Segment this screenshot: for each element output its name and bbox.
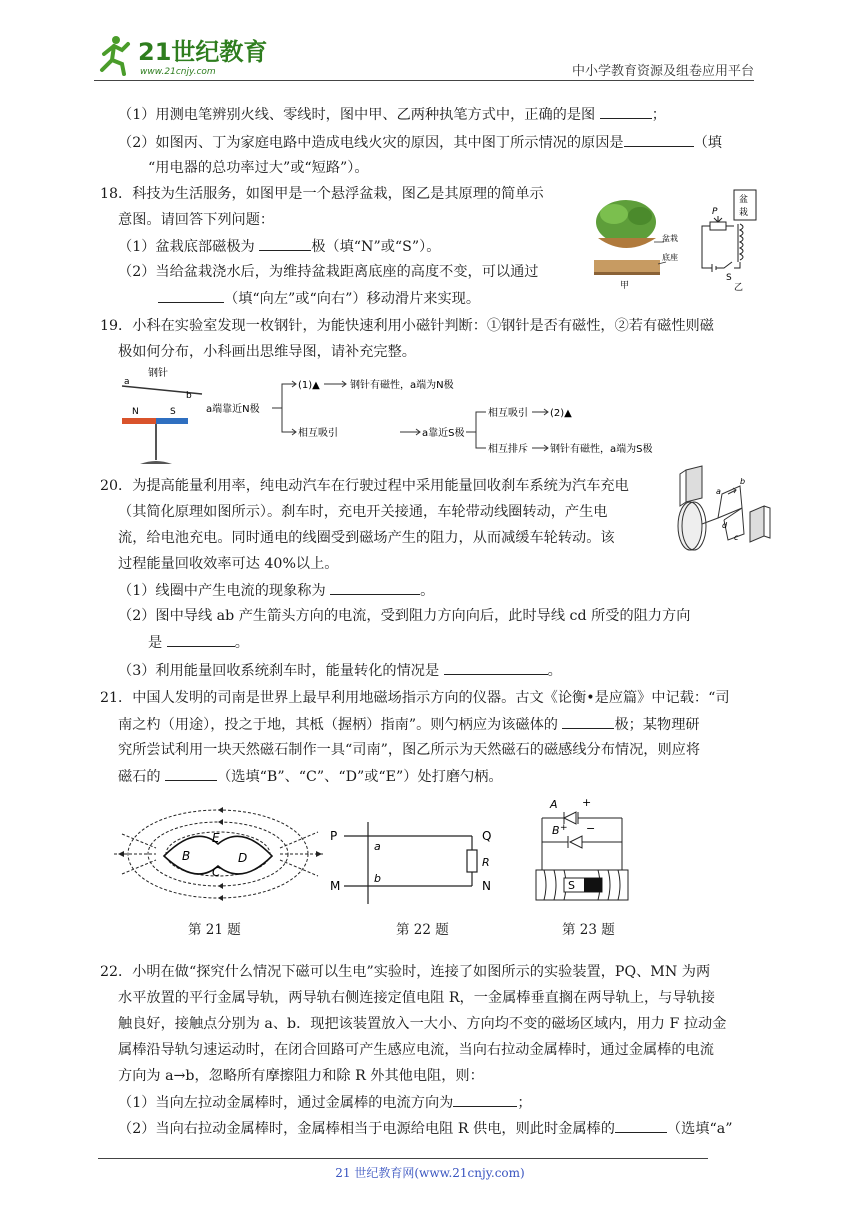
- q18-part2: （2）当给盆栽浇水后，为维持盆栽距离底座的高度不变，可以通过: [118, 264, 539, 280]
- q20-part3: （3）利用能量回收系统刹车时，能量转化的情况是 。: [118, 660, 562, 681]
- svg-text:C: C: [212, 865, 221, 879]
- q20-part1: （1）线圈中产生电流的现象称为 。: [118, 580, 434, 601]
- answer-blank[interactable]: [444, 660, 548, 675]
- answer-blank[interactable]: [158, 288, 224, 303]
- q19-stem-2: 极如何分布，小科画出思维导图，请补充完整。: [118, 344, 416, 360]
- q20-stem-2: （其简化原理如图所示）。刹车时，充电开关接通，车轮带动线圈转动，产生电: [118, 504, 608, 520]
- svg-text:+: +: [560, 823, 568, 833]
- floating-planter-photo: [584, 192, 680, 292]
- svg-text:钢针有磁性，a端为S极: 钢针有磁性，a端为S极: [550, 444, 653, 455]
- svg-text:N: N: [132, 407, 139, 417]
- svg-text:底座: 底座: [662, 253, 678, 262]
- svg-text:相互吸引: 相互吸引: [298, 428, 338, 439]
- q18-part1: （1）盆栽底部磁极为 极（填“N”或“S”）。: [118, 236, 440, 257]
- svg-text:S: S: [170, 407, 176, 417]
- fig23-diode-solenoid: [530, 790, 640, 910]
- answer-blank[interactable]: [562, 714, 614, 729]
- svg-text:+: +: [582, 796, 592, 809]
- svg-text:a: a: [374, 840, 381, 853]
- svg-text:b: b: [740, 477, 746, 486]
- svg-text:a: a: [716, 487, 721, 496]
- q18-part2-cont: （填“向左”或“向右”）移动滑片来实现。: [158, 288, 480, 309]
- svg-text:甲: 甲: [620, 281, 630, 291]
- svg-text:−: −: [586, 822, 596, 835]
- svg-text:(1)▲: (1)▲: [298, 380, 320, 391]
- answer-blank[interactable]: [330, 580, 420, 595]
- svg-text:B: B: [182, 849, 191, 863]
- q20-stem-4: 过程能量回收效率可达 40%以上。: [118, 556, 339, 572]
- svg-text:栽: 栽: [739, 208, 749, 218]
- q21-stem-4: 磁石的 （选填“B”、“C”、“D”或“E”）处打磨勺柄。: [118, 766, 503, 787]
- svg-text:E: E: [212, 831, 220, 845]
- svg-text:钢针有磁性，a端为N极: 钢针有磁性，a端为N极: [350, 380, 454, 391]
- fig23-caption: 第 23 题: [562, 922, 615, 938]
- svg-text:盆: 盆: [739, 195, 749, 205]
- regen-brake-diagram: [662, 464, 774, 556]
- svg-text:N: N: [482, 879, 491, 893]
- svg-text:S: S: [726, 273, 732, 283]
- q19-mind-map: [110, 364, 670, 468]
- answer-blank[interactable]: [167, 632, 235, 647]
- q22-stem-3: 触良好，接触点分别为 a、b．现把该装置放入一大小、方向均不变的磁场区域内，用力 F 拉动金: [118, 1016, 727, 1032]
- footer-divider: [98, 1158, 708, 1159]
- svg-text:钢针: 钢针: [148, 368, 168, 379]
- answer-blank[interactable]: [259, 236, 311, 251]
- fig21-caption: 第 21 题: [188, 922, 241, 938]
- q21-stem-1: 21．中国人发明的司南是世界上最早利用地磁场指示方向的仪器。古文《论衡•是应篇》中记载：“司: [100, 690, 730, 706]
- planter-circuit-diagram: [690, 188, 760, 292]
- q18-stem-1: 18．科技为生活服务，如图甲是一个悬浮盆栽，图乙是其原理的简单示: [100, 186, 544, 202]
- q22-part2: （2）当向右拉动金属棒时，金属棒相当于电源给电阻 R 供电，则此时金属棒的 （选填“a”: [118, 1118, 732, 1139]
- svg-text:a端靠近N极: a端靠近N极: [206, 404, 260, 415]
- q18-stem-2: 意图。请回答下列问题：: [118, 212, 275, 228]
- site-logo: [94, 30, 268, 78]
- svg-text:a: a: [124, 377, 130, 387]
- svg-text:A: A: [550, 798, 558, 811]
- fig22-caption: 第 22 题: [396, 922, 449, 938]
- header-divider: [94, 80, 754, 81]
- q22-stem-5: 方向为 a→b，忽略所有摩擦阻力和除 R 外其他电阻，则：: [118, 1068, 484, 1084]
- svg-text:(2)▲: (2)▲: [550, 408, 572, 419]
- q21-stem-3: 究所尝试利用一块天然磁石制作一具“司南”，图乙所示为天然磁石的磁感线分布情况，则应将: [118, 742, 701, 758]
- svg-text:P: P: [712, 207, 718, 217]
- answer-blank[interactable]: [165, 766, 217, 781]
- q17-part2-cont: “用电器的总功率过大”或“短路”）。: [148, 160, 369, 176]
- q21-stem-2: 南之杓（用途），投之于地，其柢（握柄）指南”。则勺柄应为该磁体的 极；某物理研: [118, 714, 700, 735]
- answer-blank[interactable]: [600, 104, 652, 119]
- answer-blank[interactable]: [453, 1092, 517, 1107]
- svg-text:M: M: [330, 879, 341, 893]
- svg-text:S: S: [568, 879, 575, 892]
- svg-text:R: R: [482, 856, 490, 869]
- q20-part2: （2）图中导线 ab 产生箭头方向的电流，受到阻力方向向后，此时导线 cd 所受的阻力方向: [118, 608, 691, 624]
- svg-text:相互吸引: 相互吸引: [488, 408, 528, 419]
- q22-stem-4: 属棒沿导轨匀速运动时，在闭合回路可产生感应电流，当向右拉动金属棒时，通过金属棒的电流: [118, 1042, 714, 1058]
- answer-blank[interactable]: [615, 1118, 667, 1133]
- logo-url: www.21cnjy.com: [140, 67, 216, 77]
- svg-text:d: d: [722, 521, 728, 530]
- fig22-rail-circuit: [326, 820, 506, 912]
- q17-part1: （1）用测电笔辨别火线、零线时，图中甲、乙两种执笔方式中，正确的是图 ；: [118, 104, 666, 125]
- logo-text: 21世纪教育: [138, 38, 268, 66]
- q22-stem-1: 22．小明在做“探究什么情况下磁可以生电”实验时，连接了如图所示的实验装置，PQ、MN 为两: [100, 964, 711, 980]
- svg-text:b: b: [374, 872, 381, 885]
- svg-text:盆栽: 盆栽: [662, 234, 678, 243]
- svg-text:c: c: [734, 533, 739, 542]
- runner-logo-icon: [102, 36, 128, 74]
- svg-text:D: D: [238, 851, 248, 865]
- q20-stem-3: 流，给电池充电。同时通电的线圈受到磁场产生的阻力，从而减缓车轮转动。该: [118, 530, 615, 546]
- svg-text:a靠近S极: a靠近S极: [422, 428, 465, 439]
- q19-stem-1: 19．小科在实验室发现一枚钢针，为能快速利用小磁针判断：①钢针是否有磁性，②若有磁性则磁: [100, 318, 714, 334]
- q17-part2: （2）如图丙、丁为家庭电路中造成电线火灾的原因，其中图丁所示情况的原因是 （填: [118, 132, 722, 153]
- svg-text:P: P: [330, 829, 338, 843]
- header-platform-text: 中小学教育资源及组卷应用平台: [571, 64, 754, 79]
- answer-blank[interactable]: [624, 132, 694, 147]
- svg-text:Q: Q: [482, 829, 492, 843]
- svg-text:相互排斥: 相互排斥: [488, 444, 528, 455]
- q22-part1: （1）当向左拉动金属棒时，通过金属棒的电流方向为 ；: [118, 1092, 532, 1113]
- svg-text:乙: 乙: [734, 283, 744, 293]
- footer-text[interactable]: 21 世纪教育网(www.21cnjy.com): [335, 1166, 525, 1180]
- fig21-lodestone-field: [112, 804, 332, 904]
- svg-text:b: b: [186, 391, 192, 401]
- q22-stem-2: 水平放置的平行金属导轨，两导轨右侧连接定值电阻 R，一金属棒垂直搁在两导轨上，与导轨接: [118, 990, 715, 1006]
- q20-part2-cont: 是 。: [148, 632, 249, 653]
- q20-stem-1: 20．为提高能量利用率，纯电动汽车在行驶过程中采用能量回收刹车系统为汽车充电: [100, 478, 629, 494]
- svg-text:B: B: [552, 824, 560, 837]
